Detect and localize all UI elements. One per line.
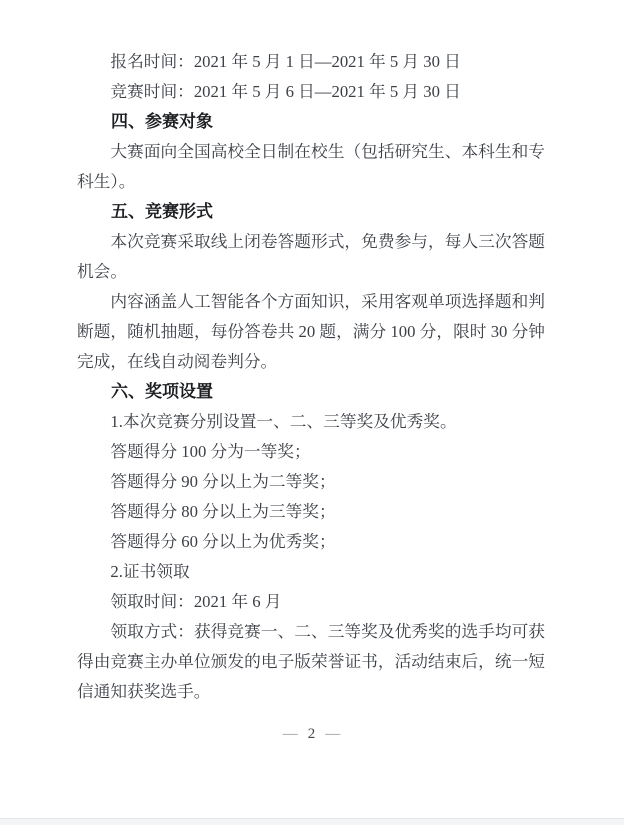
paragraph: 答题得分 60 分以上为优秀奖； (110, 532, 336, 551)
paragraph: 本次竞赛采取线上闭卷答题形式，免费参与，每人三次答题机会。 (77, 232, 545, 281)
page-number: 2 (307, 726, 317, 742)
page-boundary (0, 818, 624, 825)
paragraph: 2.证书领取 (110, 562, 190, 581)
paragraph: 答题得分 90 分以上为二等奖； (110, 472, 336, 491)
section-heading: 六、奖项设置 (111, 382, 213, 401)
paragraph: 答题得分 80 分以上为三等奖； (110, 502, 336, 521)
paragraph: 答题得分 100 分为一等奖； (110, 442, 311, 461)
paragraph: 报名时间：2021 年 5 月 1 日—2021 年 5 月 30 日 (110, 52, 461, 71)
paragraph: 领取时间：2021 年 6 月 (110, 592, 282, 611)
section-heading: 五、竞赛形式 (111, 202, 213, 221)
footer-dash-left: — (282, 726, 299, 742)
section-heading: 四、参赛对象 (111, 112, 213, 131)
paragraph: 内容涵盖人工智能各个方面知识，采用客观单项选择题和判断题，随机抽题，每份答卷共 20 题，满分 100 分，限时 30 分钟完成，在线自动阅卷判分。 (77, 292, 545, 371)
page-footer (0, 724, 624, 744)
footer-dash-right: — (325, 726, 342, 742)
paragraph: 1.本次竞赛分别设置一、二、三等奖及优秀奖。 (110, 412, 457, 431)
document-body (77, 47, 545, 707)
paragraph: 竞赛时间：2021 年 5 月 6 日—2021 年 5 月 30 日 (110, 82, 461, 101)
paragraph: 大赛面向全国高校全日制在校生（包括研究生、本科生和专科生）。 (77, 142, 545, 191)
paragraph: 领取方式：获得竞赛一、二、三等奖及优秀奖的选手均可获得由竞赛主办单位颁发的电子版荣誉证书，活动结束后，统一短信通知获奖选手。 (77, 622, 545, 701)
